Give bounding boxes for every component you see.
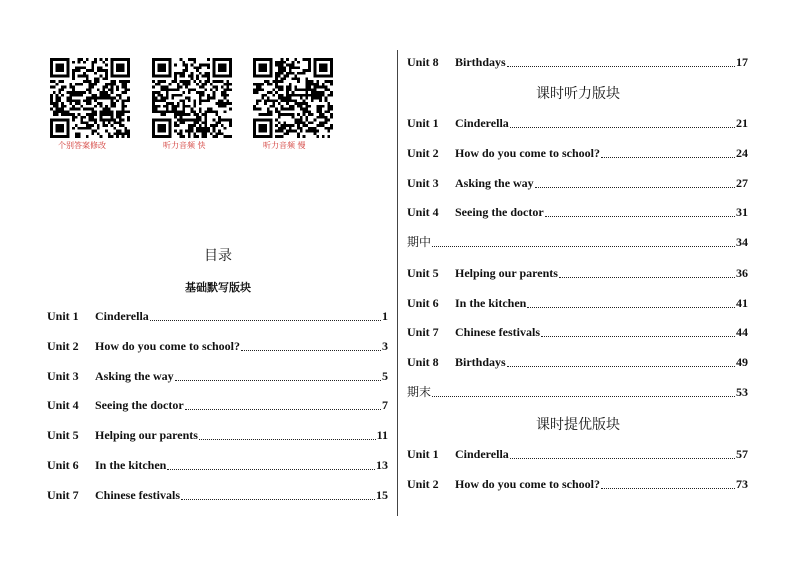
toc-entry[interactable] [47,397,388,413]
section-heading-basic-dictation: 基础默写版块 [185,281,251,294]
dot-leader [432,395,735,397]
qr-caption-audio-slow: 听力音频 慢 [263,141,306,150]
toc-page-number: 5 [382,369,388,383]
toc-page-number: 7 [382,398,388,412]
toc-unit: Unit 2 [407,477,439,491]
toc-entry-title: Seeing the doctor [95,398,184,412]
toc-page-number: 36 [736,266,748,280]
dot-leader [167,468,375,470]
toc-entry[interactable] [47,457,388,473]
dot-leader [527,306,735,308]
toc-page-number: 53 [736,385,748,399]
toc-unit: Unit 8 [407,355,439,369]
toc-unit: Unit 2 [407,146,439,160]
toc-entry-title: 期末 [407,385,432,399]
toc-unit: Unit 3 [407,176,439,190]
toc-unit: Unit 5 [407,266,439,280]
toc-unit: Unit 7 [47,488,79,502]
toc-entry[interactable] [47,368,388,384]
toc-entry-title: Chinese festivals [95,488,180,502]
toc-entry-title: Cinderella [455,116,509,130]
column-divider [397,50,398,516]
toc-unit: Unit 4 [47,398,79,412]
toc-entry-title: Asking the way [95,369,174,383]
toc-entry[interactable] [47,487,388,503]
toc-entry[interactable] [407,175,748,191]
toc-unit: Unit 2 [47,339,79,353]
toc-entry[interactable] [407,54,748,70]
toc-unit: Unit 6 [47,458,79,472]
toc-page-number: 73 [736,477,748,491]
toc-unit: Unit 1 [407,116,439,130]
toc-unit: Unit 4 [407,205,439,219]
section-heading-improvement: 课时提优版块 [536,417,620,433]
toc-entry[interactable] [47,338,388,354]
dot-leader [545,215,735,217]
toc-entry-midterm[interactable] [407,234,748,250]
dot-leader [601,487,735,489]
toc-entry-title: In the kitchen [455,296,527,310]
dot-leader [535,186,735,188]
toc-unit: Unit 1 [407,447,439,461]
dot-leader [150,319,381,321]
toc-page-number: 15 [376,488,388,502]
toc-entry-title: Cinderella [455,447,509,461]
dot-leader [541,335,735,337]
toc-page-number: 1 [382,309,388,323]
toc-entry[interactable] [407,446,748,462]
toc-entry-final[interactable] [407,384,748,400]
dot-leader [507,365,735,367]
toc-page-number: 31 [736,205,748,219]
toc-entry-title: Chinese festivals [455,325,540,339]
toc-page-number: 34 [736,235,748,249]
toc-entry[interactable] [407,204,748,220]
toc-entry[interactable] [47,308,388,324]
dot-leader [241,349,381,351]
qr-code-icon [152,58,232,138]
toc-unit: Unit 6 [407,296,439,310]
dot-leader [432,245,735,247]
toc-entry[interactable] [407,354,748,370]
dot-leader [181,498,375,500]
toc-page-number: 24 [736,146,748,160]
toc-entry[interactable] [407,265,748,281]
qr-caption-answers: 个别答案修改 [58,141,106,150]
dot-leader [601,156,735,158]
toc-entry[interactable] [407,476,748,492]
toc-entry-title: Birthdays [455,55,506,69]
toc-entry[interactable] [407,115,748,131]
toc-page-number: 27 [736,176,748,190]
toc-entry-title: Seeing the doctor [455,205,544,219]
qr-code-icon [253,58,333,138]
toc-unit: Unit 1 [47,309,79,323]
toc-entry[interactable] [407,295,748,311]
toc-unit: Unit 7 [407,325,439,339]
dot-leader [559,276,735,278]
toc-entry-title: In the kitchen [95,458,167,472]
toc-page-number: 21 [736,116,748,130]
toc-page-number: 44 [736,325,748,339]
dot-leader [199,438,376,440]
dot-leader [510,457,735,459]
dot-leader [185,408,381,410]
toc-unit: Unit 5 [47,428,79,442]
toc-entry[interactable] [47,427,388,443]
section-heading-listening: 课时听力版块 [536,86,620,102]
dot-leader [175,379,381,381]
toc-unit: Unit 8 [407,55,439,69]
toc-entry-title: Asking the way [455,176,534,190]
toc-page-number: 3 [382,339,388,353]
toc-entry[interactable] [407,324,748,340]
toc-page-number: 13 [376,458,388,472]
toc-page-number: 57 [736,447,748,461]
toc-entry[interactable] [407,145,748,161]
qr-caption-audio-fast: 听力音频 快 [163,141,206,150]
toc-page-number: 11 [376,428,388,442]
toc-entry-title: Cinderella [95,309,149,323]
toc-entry-title: How do you come to school? [455,477,600,491]
toc-entry-title: How do you come to school? [455,146,600,160]
toc-page-number: 17 [736,55,748,69]
toc-title: 目录 [204,248,232,264]
toc-entry-title: Birthdays [455,355,506,369]
toc-page-number: 41 [736,296,748,310]
dot-leader [507,65,735,67]
toc-entry-title: Helping our parents [95,428,198,442]
dot-leader [510,126,735,128]
toc-entry-title: How do you come to school? [95,339,240,353]
toc-page-number: 49 [736,355,748,369]
toc-entry-title: 期中 [407,235,432,249]
toc-entry-title: Helping our parents [455,266,558,280]
qr-code-icon [50,58,130,138]
toc-unit: Unit 3 [47,369,79,383]
